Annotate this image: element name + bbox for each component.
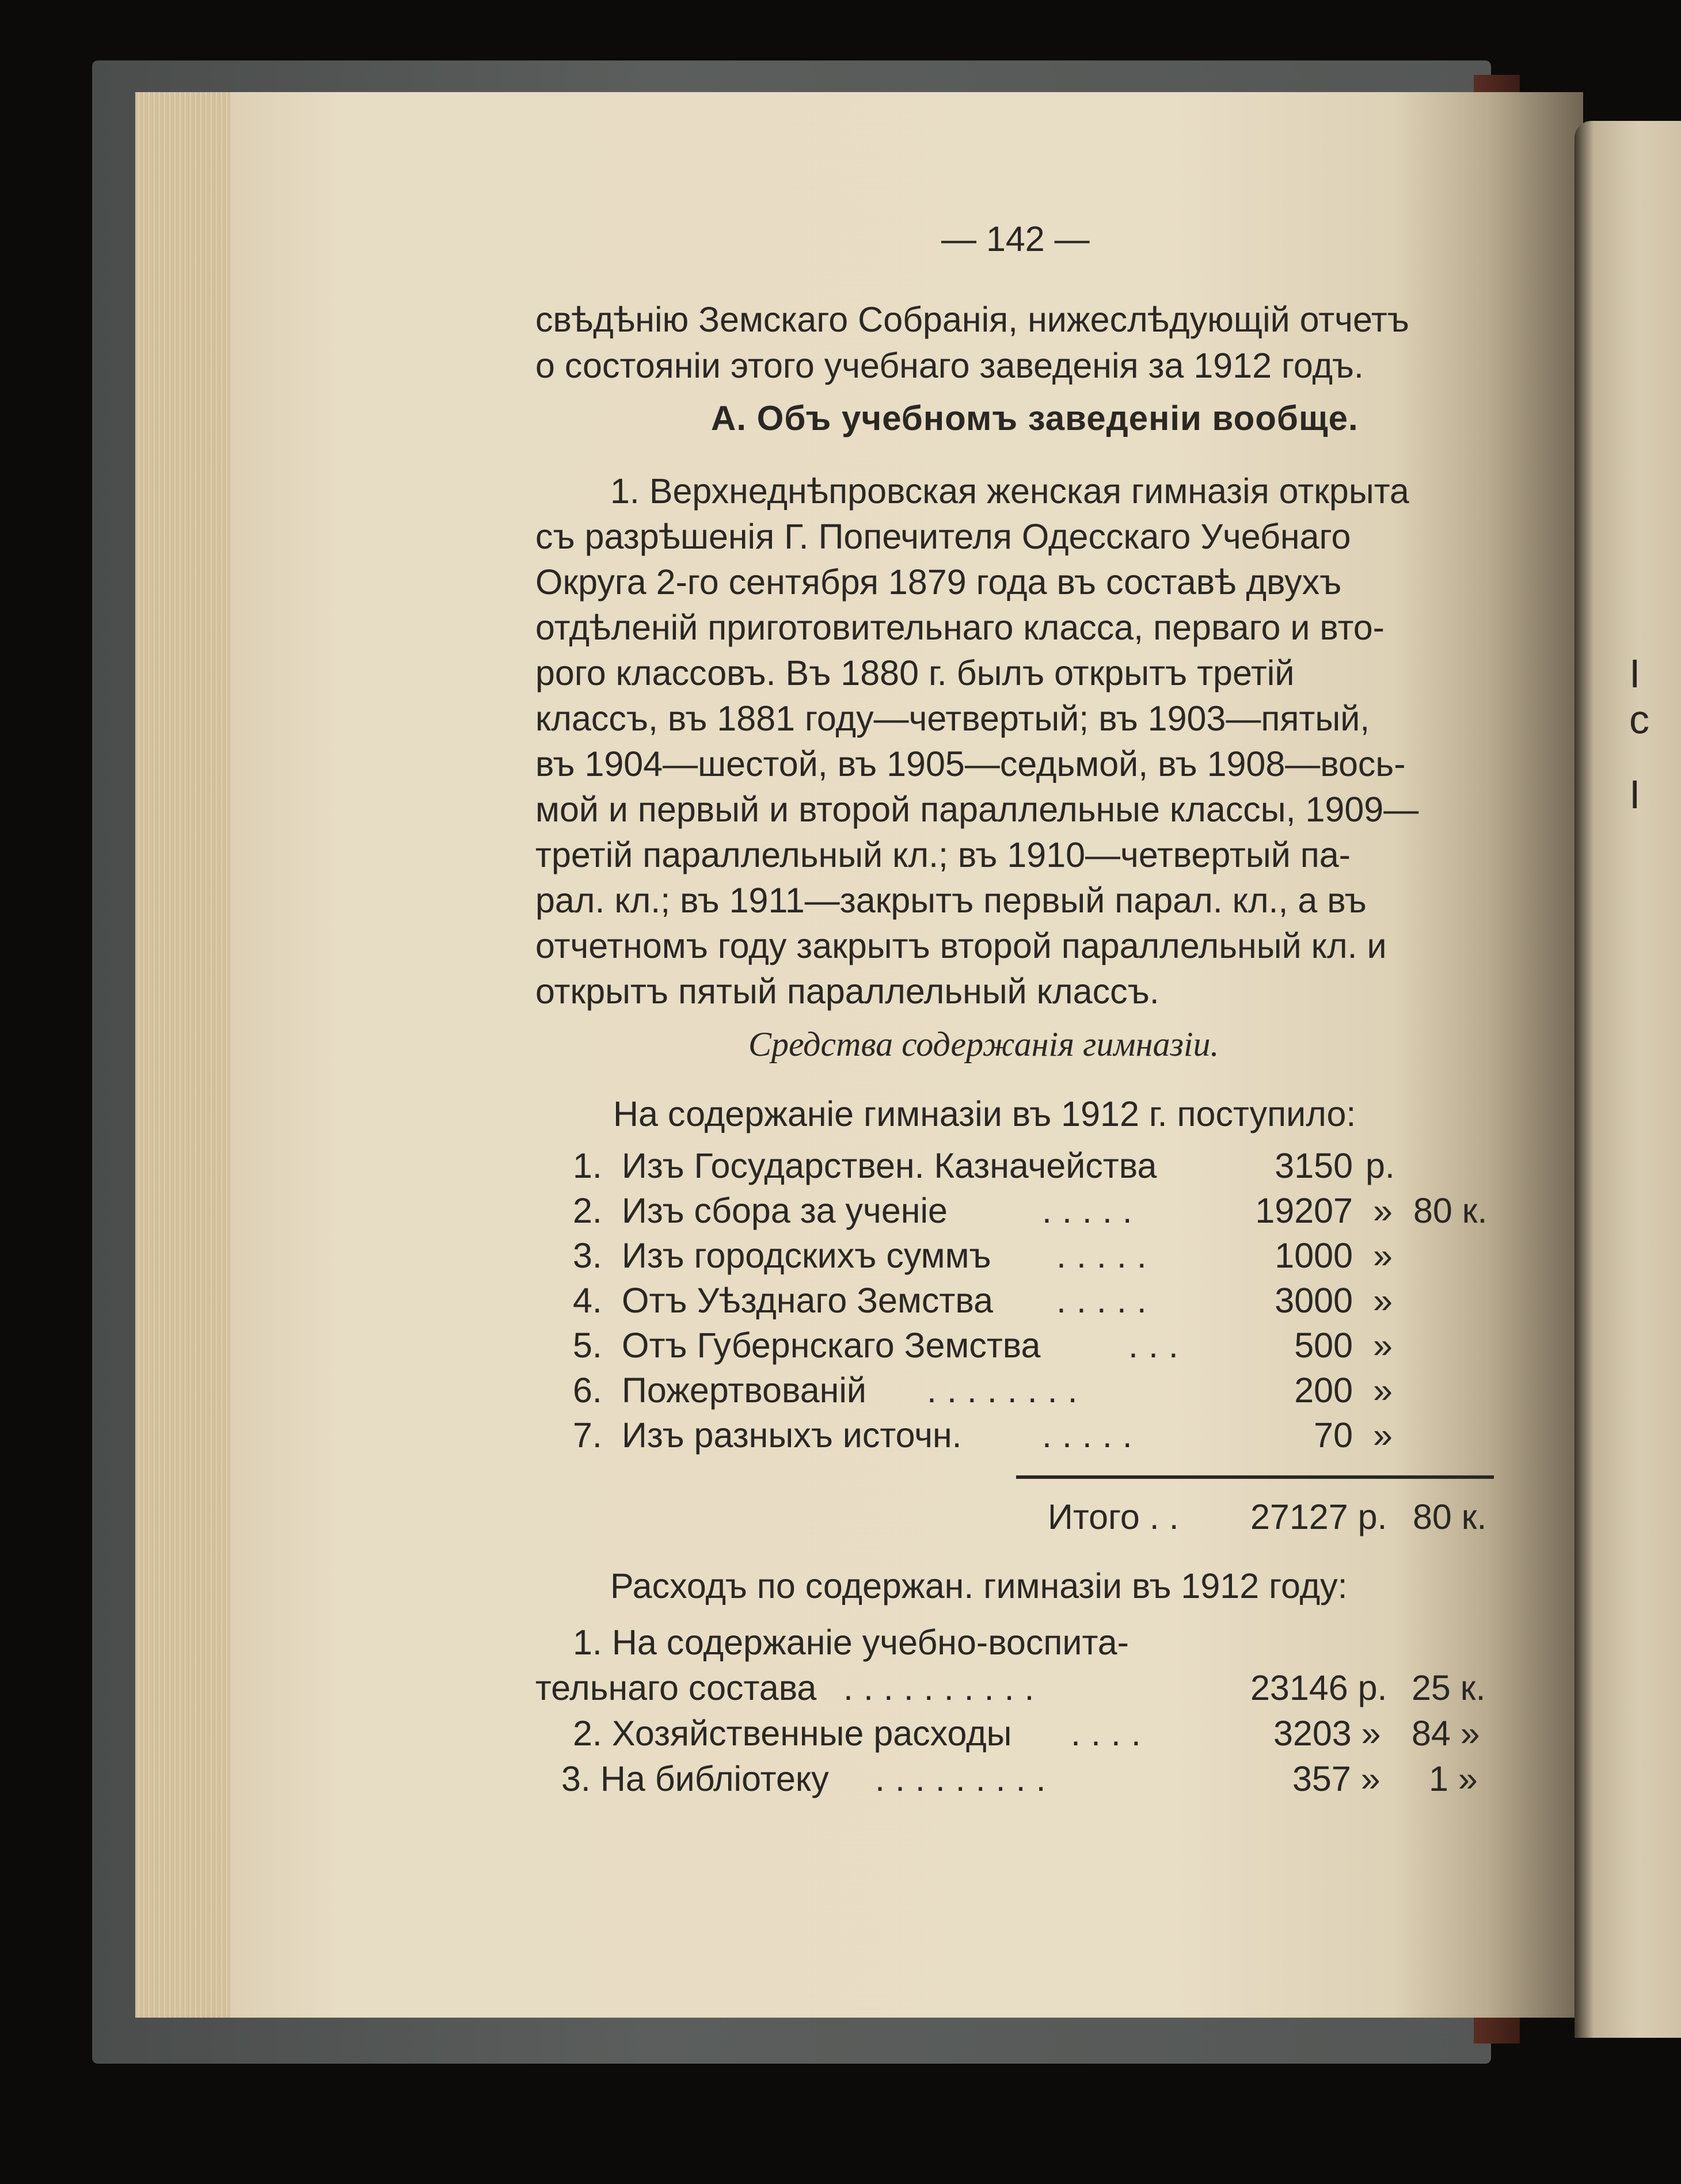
facing-page (1574, 121, 1681, 2038)
page-number: — 142 — (941, 219, 1090, 258)
paragraph-line: отчетномъ году закрытъ второй параллельный кл. и (535, 926, 1387, 965)
facing-page-fragment: І (1629, 651, 1641, 696)
income-row-unit: » (1373, 1416, 1393, 1455)
income-row-amount: 19207 (1255, 1191, 1353, 1230)
intro-line: о состояніи этого учебнаго заведенія за 1912 годъ. (535, 346, 1364, 385)
income-row-unit: » (1373, 1236, 1393, 1275)
subheading: Средства содержанія гимназіи. (748, 1025, 1219, 1063)
income-row-unit: » (1373, 1191, 1393, 1230)
paragraph-line: мой и первый и второй параллельные классы, 1909— (535, 790, 1419, 829)
expense-item-1-amount: 23146 р. (1250, 1668, 1387, 1707)
total-rule (1016, 1475, 1494, 1479)
income-row-number: 6. (573, 1371, 602, 1410)
expense-item-2-amount: 3203 » (1273, 1714, 1381, 1753)
paragraph-line: въ 1904—шестой, въ 1905—седьмой, въ 1908—вось- (535, 744, 1406, 783)
paragraph-line: рого классовъ. Въ 1880 г. былъ открытъ третій (535, 653, 1295, 693)
paragraph-line: классъ, въ 1881 году—четвертый; въ 1903—пятый, (535, 699, 1370, 738)
income-row-name: Изъ Государствен. Казначейства (622, 1146, 1157, 1185)
income-row-number: 2. (573, 1191, 602, 1230)
paragraph-line: открытъ пятый параллельный классъ. (535, 972, 1159, 1011)
income-row-amount: 70 (1314, 1416, 1353, 1455)
paragraph-line: съ разрѣшенія Г. Попечителя Одесскаго Учебнаго (535, 517, 1351, 556)
paragraph-line: Округа 2-го сентября 1879 года въ составѣ двухъ (535, 562, 1342, 602)
expense-item-2-label: 2. Хозяйственные расходы (573, 1714, 1012, 1753)
expense-item-2-dots: .... (1071, 1714, 1151, 1753)
income-row-amount: 3150 (1275, 1146, 1353, 1185)
paragraph-line: отдѣленій приготовительнаго класса, перваго и вто- (535, 608, 1385, 647)
intro-line: свѣдѣнію Земскаго Собранія, нижеслѣдующій отчетъ (535, 300, 1409, 339)
paragraph-line: рал. кл.; въ 1911—закрытъ первый парал. кл., а въ (535, 881, 1367, 920)
income-intro: На содержаніе гимназіи въ 1912 г. поступило: (613, 1094, 1356, 1133)
expense-item-2-kopecks: 84 » (1412, 1714, 1480, 1753)
income-row-name: Отъ Уѣзднаго Земства (622, 1281, 993, 1320)
income-row-dots: ..... (1042, 1191, 1143, 1230)
income-row-dots: ..... (1042, 1416, 1143, 1455)
expense-item-3-amount: 357 » (1292, 1759, 1380, 1798)
income-row-name: Изъ разныхъ источн. (622, 1416, 962, 1455)
expense-item-1-line-2: тельнаго состава (535, 1668, 817, 1707)
income-row-amount: 500 (1294, 1326, 1353, 1365)
expense-item-3-label: 3. На библіотеку (561, 1759, 829, 1798)
income-row-unit: » (1373, 1371, 1393, 1410)
paragraph-line: третій параллельный кл.; въ 1910—четвертый па- (535, 835, 1351, 874)
paragraph-line: 1. Верхнеднѣпровская женская гимназія открыта (610, 471, 1409, 511)
income-row-name: Изъ городскихъ суммъ (622, 1236, 991, 1275)
total-label: Итого . . (1048, 1497, 1179, 1536)
income-row-dots: ... (1128, 1326, 1189, 1365)
total-amount: 27127 р. (1250, 1497, 1387, 1536)
expense-item-1-kopecks: 25 к. (1412, 1668, 1486, 1707)
income-row-number: 4. (573, 1281, 602, 1320)
income-row-dots: ..... (1056, 1236, 1157, 1275)
income-row-dots: ..... (1056, 1281, 1157, 1320)
total-kopecks: 80 к. (1413, 1497, 1487, 1536)
income-row-amount: 1000 (1275, 1236, 1353, 1275)
income-row-name: Пожертвованій (622, 1371, 866, 1410)
expense-item-1-line-1: 1. На содержаніе учебно-воспита- (573, 1623, 1129, 1662)
income-row-amount: 200 (1294, 1371, 1353, 1410)
income-row-dots: ........ (927, 1371, 1088, 1410)
expense-item-1-dots: .......... (843, 1668, 1045, 1707)
facing-page-fragment: с (1629, 697, 1649, 742)
income-row-unit: » (1373, 1281, 1393, 1320)
income-row-number: 3. (573, 1236, 602, 1275)
income-row-number: 7. (573, 1416, 602, 1455)
income-row-name: Изъ сбора за ученіе (622, 1191, 948, 1230)
expenses-intro: Расходъ по содержан. гимназіи въ 1912 году: (610, 1566, 1348, 1605)
income-row-number: 1. (573, 1146, 602, 1185)
section-heading: А. Объ учебномъ заведеніи вообще. (711, 399, 1359, 437)
income-row-unit: р. (1366, 1146, 1395, 1185)
income-row-number: 5. (573, 1326, 602, 1365)
expense-item-3-kopecks: 1 » (1429, 1759, 1478, 1798)
income-row-kopecks: 80 к. (1413, 1191, 1488, 1230)
income-row-amount: 3000 (1275, 1281, 1353, 1320)
facing-page-fragment: І (1629, 772, 1641, 817)
expense-item-3-dots: ......... (875, 1759, 1056, 1798)
income-row-name: Отъ Губернскаго Земства (622, 1326, 1041, 1365)
income-row-unit: » (1373, 1326, 1393, 1365)
